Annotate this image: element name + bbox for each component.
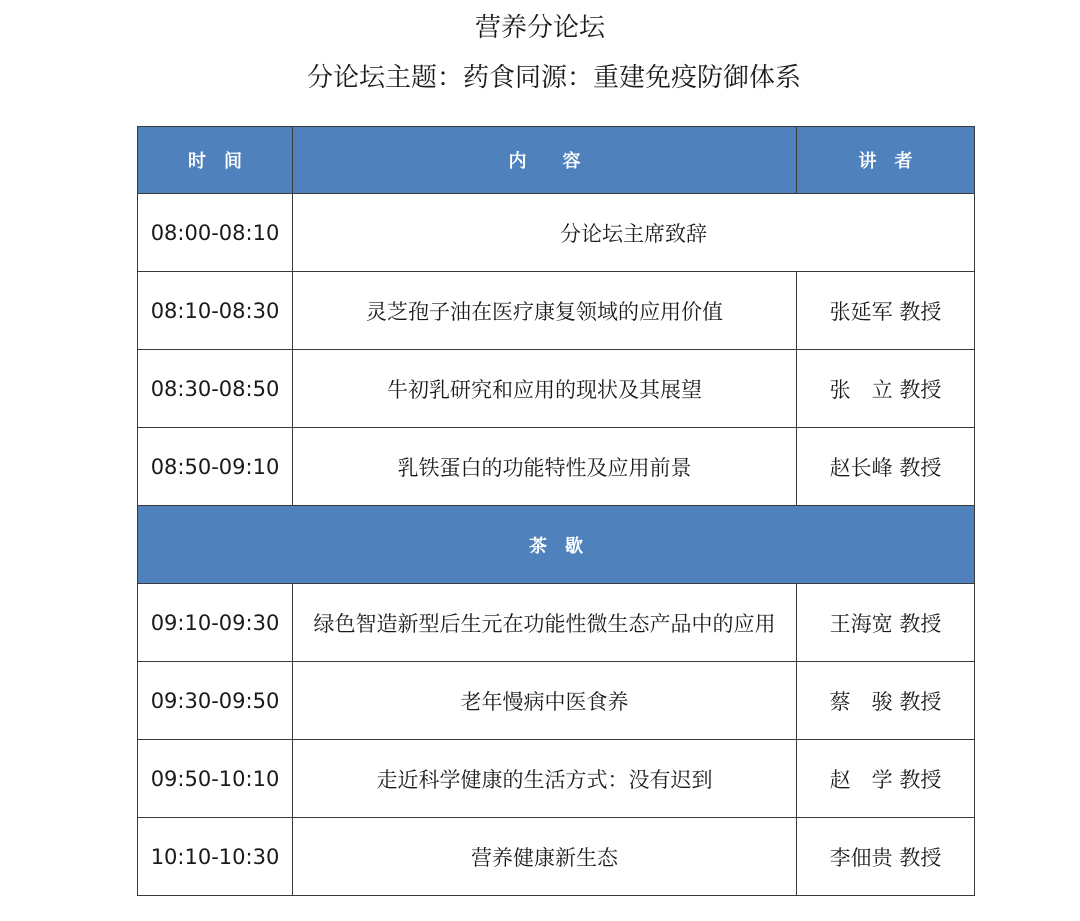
speaker-cell: 赵 学 教授 — [797, 740, 975, 818]
time-cell: 09:10-09:30 — [138, 584, 293, 662]
speaker-cell: 蔡 骏 教授 — [797, 662, 975, 740]
time-cell: 10:10-10:30 — [138, 818, 293, 896]
schedule-table — [137, 126, 975, 896]
time-cell: 08:50-09:10 — [138, 428, 293, 506]
content-cell: 乳铁蛋白的功能特性及应用前景 — [293, 428, 797, 506]
speaker-cell: 张延军 教授 — [797, 272, 975, 350]
page-title: 营养分论坛 — [474, 13, 605, 43]
table-row — [138, 194, 975, 272]
content-cell: 老年慢病中医食养 — [293, 662, 797, 740]
time-cell: 09:30-09:50 — [138, 662, 293, 740]
table-row — [138, 662, 975, 740]
content-cell: 牛初乳研究和应用的现状及其展望 — [293, 350, 797, 428]
break-row — [138, 506, 975, 584]
column-header-speaker: 讲 者 — [797, 127, 975, 194]
content-cell: 灵芝孢子油在医疗康复领域的应用价值 — [293, 272, 797, 350]
speaker-cell: 张 立 教授 — [797, 350, 975, 428]
column-header-time: 时 间 — [138, 127, 293, 194]
table-header-row — [138, 127, 975, 194]
content-cell: 走近科学健康的生活方式：没有迟到 — [293, 740, 797, 818]
table-row — [138, 584, 975, 662]
speaker-cell: 李佃贵 教授 — [797, 818, 975, 896]
break-label: 茶 歇 — [138, 506, 975, 584]
content-cell: 绿色智造新型后生元在功能性微生态产品中的应用 — [293, 584, 797, 662]
table-row — [138, 428, 975, 506]
table-row — [138, 350, 975, 428]
time-cell: 09:50-10:10 — [138, 740, 293, 818]
time-cell: 08:00-08:10 — [138, 194, 293, 272]
column-header-content: 内 容 — [293, 127, 797, 194]
table-row — [138, 740, 975, 818]
time-cell: 08:30-08:50 — [138, 350, 293, 428]
page-subtitle: 分论坛主题：药食同源：重建免疫防御体系 — [306, 63, 801, 93]
speaker-cell: 赵长峰 教授 — [797, 428, 975, 506]
table-row — [138, 818, 975, 896]
content-cell: 分论坛主席致辞 — [293, 194, 975, 272]
speaker-cell: 王海宽 教授 — [797, 584, 975, 662]
time-cell: 08:10-08:30 — [138, 272, 293, 350]
table-row — [138, 272, 975, 350]
content-cell: 营养健康新生态 — [293, 818, 797, 896]
